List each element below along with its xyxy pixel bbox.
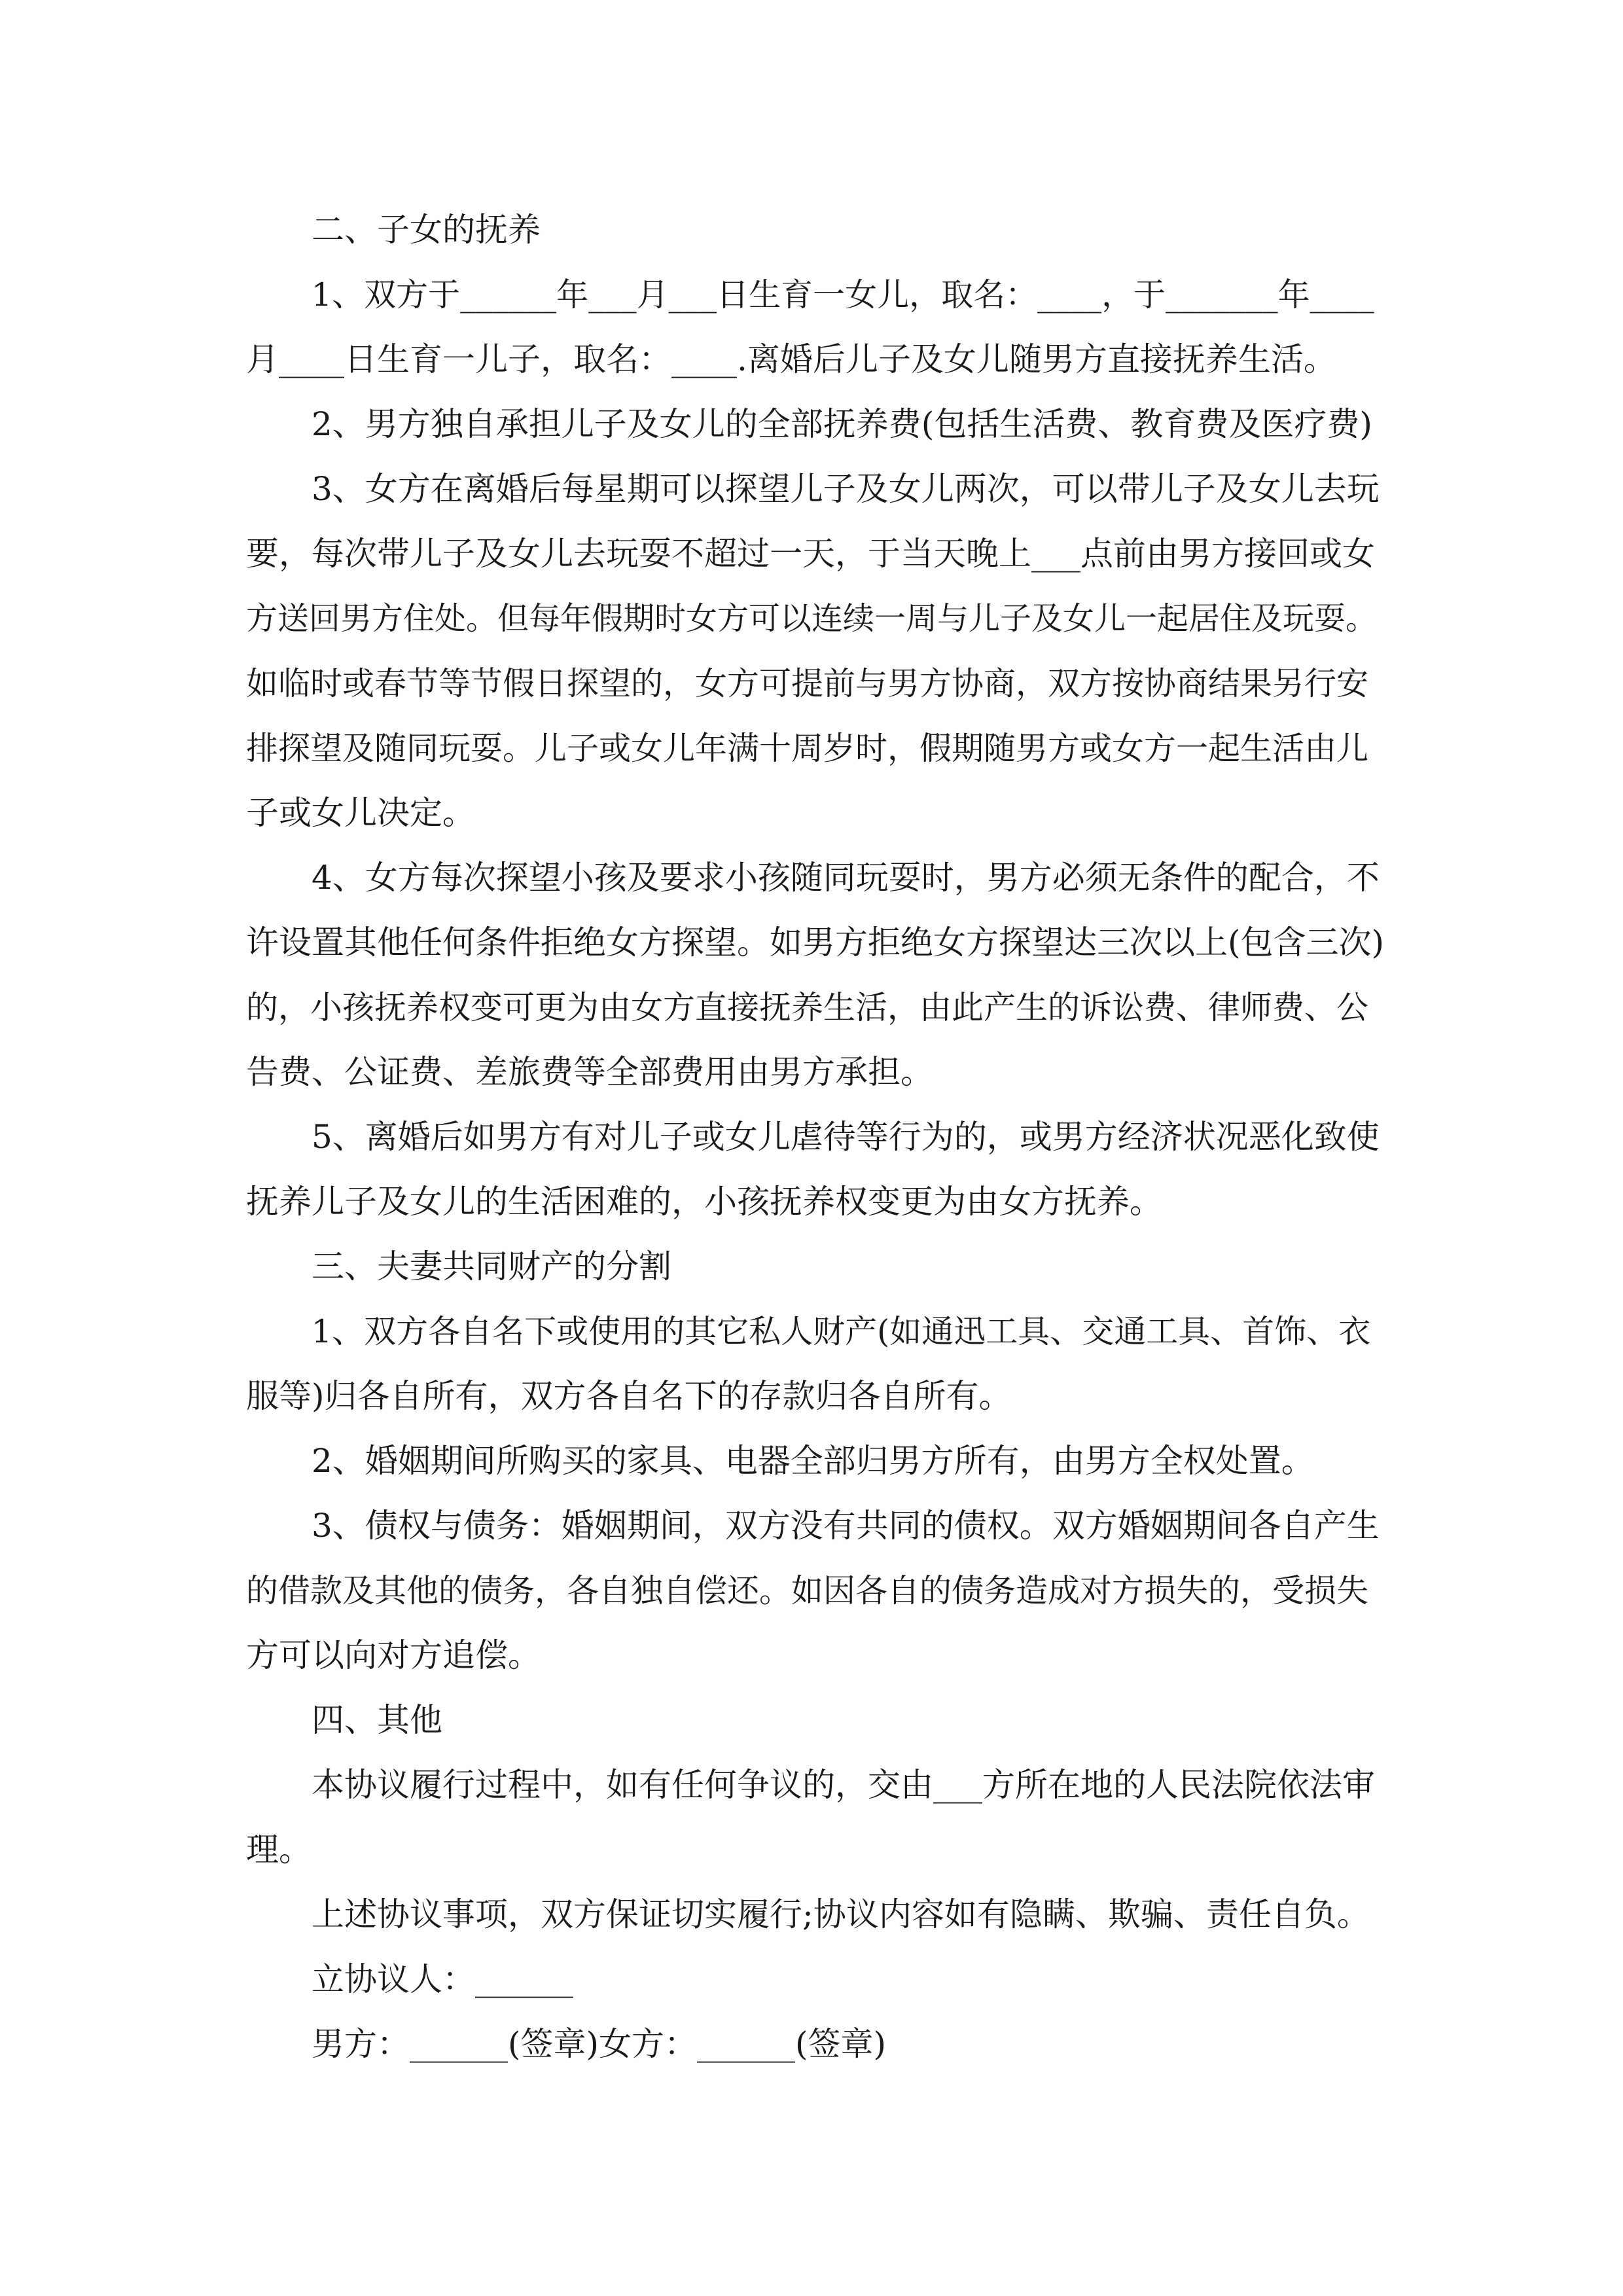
paragraph-line: 月____日生育一儿子，取名：____.离婚后儿子及女儿随男方直接抚养生活。 (246, 340, 1336, 378)
paragraph-line: 的借款及其他的债务，各自独自偿还。如因各自的债务造成对方损失的，受损失 (246, 1572, 1369, 1609)
paragraph-line: 方送回男方住处。但每年假期时女方可以连续一周与儿子及女儿一起居住及玩耍。 (246, 600, 1378, 637)
paragraph-line-start: 三、夫妻共同财产的分割 (312, 1247, 671, 1285)
paragraph-line: 排探望及随同玩耍。儿子或女儿年满十周岁时，假期随男方或女方一起生活由儿 (246, 730, 1369, 767)
paragraph-line-start: 3、债权与债务：婚姻期间，双方没有共同的债权。双方婚姻期间各自产生 (312, 1507, 1380, 1545)
paragraph-line-start: 2、婚姻期间所购买的家具、电器全部归男方所有，由男方全权处置。 (312, 1442, 1314, 1480)
paragraph-line-start: 本协议履行过程中，如有任何争议的，交由___方所在地的人民法院依法审 (312, 1766, 1375, 1804)
paragraph-line-start: 四、其他 (312, 1701, 442, 1739)
paragraph-line-start: 立协议人：______ (312, 1960, 573, 1998)
paragraph-line: 要，每次带儿子及女儿去玩耍不超过一天，于当天晚上___点前由男方接回或女 (246, 535, 1375, 573)
paragraph-line-start: 上述协议事项，双方保证切实履行;协议内容如有隐瞒、欺骗、责任自负。 (312, 1895, 1370, 1933)
paragraph-line-start: 二、子女的抚养 (312, 211, 541, 249)
paragraph-line: 如临时或春节等节假日探望的，女方可提前与男方协商，双方按协商结果另行安 (246, 665, 1369, 702)
paragraph-line-start: 2、男方独自承担儿子及女儿的全部抚养费(包括生活费、教育费及医疗费) (312, 405, 1372, 443)
paragraph-line: 的，小孩抚养权变可更为由女方直接抚养生活，由此产生的诉讼费、律师费、公 (246, 989, 1369, 1026)
document-body (246, 198, 1389, 2077)
paragraph-line-start: 男方：______(签章)女方：______(签章) (312, 2025, 887, 2063)
paragraph-line-start: 1、双方于______年___月___日生育一女儿，取名：____，于_______年____ (312, 276, 1374, 314)
paragraph-line: 服等)归各自所有，双方各自名下的存款归各自所有。 (246, 1377, 1012, 1415)
paragraph-line: 理。 (246, 1831, 312, 1869)
paragraph-line-start: 5、离婚后如男方有对儿子或女儿虐待等行为的，或男方经济状况恶化致使 (312, 1118, 1380, 1156)
paragraph-line-start: 4、女方每次探望小孩及要求小孩随同玩耍时，男方必须无条件的配合，不 (312, 859, 1380, 897)
paragraph-line: 方可以向对方追偿。 (246, 1636, 541, 1674)
paragraph-line-start: 3、女方在离婚后每星期可以探望儿子及女儿两次，可以带儿子及女儿去玩 (312, 470, 1380, 508)
paragraph-line: 抚养儿子及女儿的生活困难的，小孩抚养权变更为由女方抚养。 (246, 1183, 1162, 1221)
paragraph-line-start: 1、双方各自名下或使用的其它私人财产(如通迅工具、交通工具、首饰、衣 (312, 1313, 1371, 1350)
paragraph-line: 子或女儿决定。 (246, 794, 475, 832)
paragraph-line: 许设置其他任何条件拒绝女方探望。如男方拒绝女方探望达三次以上(包含三次) (246, 924, 1385, 961)
paragraph-line: 告费、公证费、差旅费等全部费用由男方承担。 (246, 1053, 933, 1091)
